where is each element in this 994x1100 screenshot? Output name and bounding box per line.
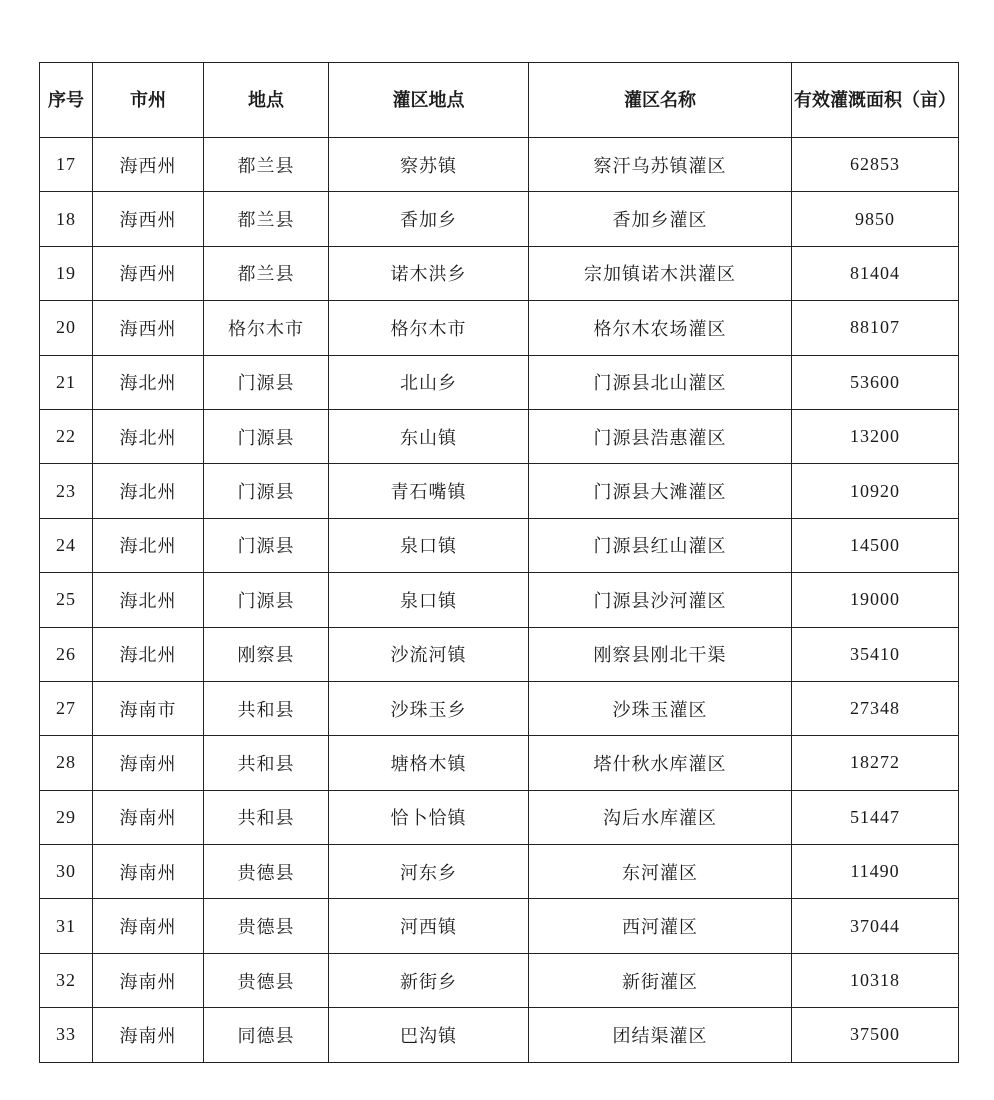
cell-serial: 21: [40, 355, 93, 409]
header-serial: 序号: [40, 63, 93, 138]
cell-serial: 23: [40, 464, 93, 518]
cell-serial: 30: [40, 845, 93, 899]
cell-serial: 19: [40, 246, 93, 300]
table-row: [40, 1008, 959, 1062]
cell-irrigation-site: 河东乡: [329, 845, 529, 899]
cell-effective-area: 62853: [792, 138, 959, 192]
cell-irrigation-name: 刚察县刚北干渠: [529, 627, 792, 681]
cell-city: 海北州: [93, 573, 204, 627]
cell-serial: 18: [40, 192, 93, 246]
cell-irrigation-name: 香加乡灌区: [529, 192, 792, 246]
cell-irrigation-site: 泉口镇: [329, 573, 529, 627]
table-row: [40, 627, 959, 681]
cell-serial: 20: [40, 301, 93, 355]
cell-location: 刚察县: [204, 627, 329, 681]
cell-irrigation-name: 门源县沙河灌区: [529, 573, 792, 627]
table-body: [40, 138, 959, 1063]
cell-irrigation-name: 新街灌区: [529, 953, 792, 1007]
cell-city: 海南州: [93, 1008, 204, 1062]
cell-city: 海南州: [93, 736, 204, 790]
cell-serial: 32: [40, 953, 93, 1007]
cell-city: 海南市: [93, 681, 204, 735]
cell-effective-area: 11490: [792, 845, 959, 899]
cell-city: 海南州: [93, 790, 204, 844]
header-city: 市州: [93, 63, 204, 138]
header-effective-area: 有效灌溉面积（亩）: [792, 63, 959, 138]
cell-irrigation-site: 恰卜恰镇: [329, 790, 529, 844]
cell-location: 都兰县: [204, 246, 329, 300]
cell-location: 都兰县: [204, 192, 329, 246]
cell-irrigation-site: 青石嘴镇: [329, 464, 529, 518]
cell-irrigation-site: 新街乡: [329, 953, 529, 1007]
cell-irrigation-site: 香加乡: [329, 192, 529, 246]
cell-serial: 31: [40, 899, 93, 953]
cell-city: 海西州: [93, 301, 204, 355]
cell-irrigation-site: 北山乡: [329, 355, 529, 409]
table-row: [40, 845, 959, 899]
table-row: [40, 409, 959, 463]
table-row: [40, 953, 959, 1007]
cell-irrigation-name: 格尔木农场灌区: [529, 301, 792, 355]
cell-city: 海北州: [93, 518, 204, 572]
cell-irrigation-site: 河西镇: [329, 899, 529, 953]
table-row: [40, 138, 959, 192]
cell-irrigation-name: 门源县红山灌区: [529, 518, 792, 572]
cell-location: 门源县: [204, 409, 329, 463]
cell-location: 贵德县: [204, 953, 329, 1007]
cell-effective-area: 19000: [792, 573, 959, 627]
cell-effective-area: 13200: [792, 409, 959, 463]
cell-serial: 27: [40, 681, 93, 735]
cell-serial: 17: [40, 138, 93, 192]
cell-effective-area: 88107: [792, 301, 959, 355]
cell-effective-area: 10920: [792, 464, 959, 518]
cell-serial: 33: [40, 1008, 93, 1062]
cell-irrigation-name: 西河灌区: [529, 899, 792, 953]
cell-serial: 25: [40, 573, 93, 627]
cell-irrigation-name: 宗加镇诺木洪灌区: [529, 246, 792, 300]
cell-irrigation-site: 诺木洪乡: [329, 246, 529, 300]
irrigation-area-table: [39, 62, 959, 1063]
cell-location: 共和县: [204, 790, 329, 844]
cell-location: 贵德县: [204, 899, 329, 953]
cell-serial: 22: [40, 409, 93, 463]
table-row: [40, 681, 959, 735]
cell-city: 海北州: [93, 464, 204, 518]
header-row: [40, 63, 959, 138]
cell-irrigation-name: 塔什秋水库灌区: [529, 736, 792, 790]
header-location: 地点: [204, 63, 329, 138]
header-irrigation-name: 灌区名称: [529, 63, 792, 138]
cell-city: 海南州: [93, 953, 204, 1007]
cell-city: 海南州: [93, 845, 204, 899]
cell-city: 海北州: [93, 627, 204, 681]
cell-irrigation-site: 东山镇: [329, 409, 529, 463]
cell-city: 海西州: [93, 138, 204, 192]
cell-effective-area: 14500: [792, 518, 959, 572]
cell-effective-area: 18272: [792, 736, 959, 790]
cell-location: 共和县: [204, 681, 329, 735]
cell-serial: 28: [40, 736, 93, 790]
cell-irrigation-name: 团结渠灌区: [529, 1008, 792, 1062]
cell-irrigation-site: 察苏镇: [329, 138, 529, 192]
cell-city: 海西州: [93, 192, 204, 246]
cell-irrigation-name: 东河灌区: [529, 845, 792, 899]
table-row: [40, 355, 959, 409]
cell-irrigation-name: 沟后水库灌区: [529, 790, 792, 844]
table-row: [40, 301, 959, 355]
cell-effective-area: 51447: [792, 790, 959, 844]
cell-effective-area: 81404: [792, 246, 959, 300]
cell-effective-area: 9850: [792, 192, 959, 246]
table-row: [40, 464, 959, 518]
cell-effective-area: 10318: [792, 953, 959, 1007]
cell-irrigation-name: 门源县北山灌区: [529, 355, 792, 409]
cell-effective-area: 53600: [792, 355, 959, 409]
cell-city: 海北州: [93, 409, 204, 463]
table-row: [40, 573, 959, 627]
cell-irrigation-name: 门源县浩惠灌区: [529, 409, 792, 463]
cell-irrigation-name: 察汗乌苏镇灌区: [529, 138, 792, 192]
cell-location: 贵德县: [204, 845, 329, 899]
header-irrigation-site: 灌区地点: [329, 63, 529, 138]
cell-location: 门源县: [204, 573, 329, 627]
cell-city: 海南州: [93, 899, 204, 953]
cell-location: 都兰县: [204, 138, 329, 192]
cell-effective-area: 37500: [792, 1008, 959, 1062]
cell-serial: 26: [40, 627, 93, 681]
cell-location: 门源县: [204, 464, 329, 518]
cell-irrigation-site: 泉口镇: [329, 518, 529, 572]
cell-irrigation-site: 沙珠玉乡: [329, 681, 529, 735]
cell-location: 同德县: [204, 1008, 329, 1062]
table-row: [40, 518, 959, 572]
table-row: [40, 246, 959, 300]
table-row: [40, 736, 959, 790]
table-row: [40, 192, 959, 246]
table-row: [40, 899, 959, 953]
cell-effective-area: 35410: [792, 627, 959, 681]
cell-effective-area: 27348: [792, 681, 959, 735]
cell-irrigation-site: 沙流河镇: [329, 627, 529, 681]
cell-city: 海西州: [93, 246, 204, 300]
cell-location: 门源县: [204, 518, 329, 572]
cell-location: 门源县: [204, 355, 329, 409]
cell-irrigation-site: 塘格木镇: [329, 736, 529, 790]
cell-irrigation-site: 巴沟镇: [329, 1008, 529, 1062]
cell-serial: 24: [40, 518, 93, 572]
cell-irrigation-name: 门源县大滩灌区: [529, 464, 792, 518]
cell-location: 共和县: [204, 736, 329, 790]
table-row: [40, 790, 959, 844]
table-header: [40, 63, 959, 138]
cell-effective-area: 37044: [792, 899, 959, 953]
cell-serial: 29: [40, 790, 93, 844]
cell-irrigation-name: 沙珠玉灌区: [529, 681, 792, 735]
cell-irrigation-site: 格尔木市: [329, 301, 529, 355]
cell-city: 海北州: [93, 355, 204, 409]
cell-location: 格尔木市: [204, 301, 329, 355]
